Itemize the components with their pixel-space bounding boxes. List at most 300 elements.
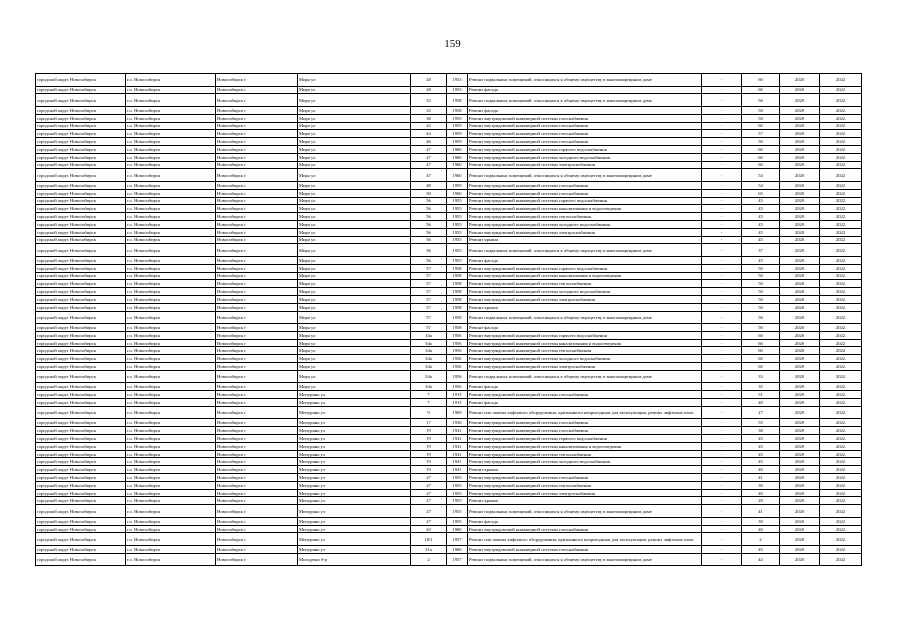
work-type-cell: Ремонт подвальных помещений, относящихся к общему имуществу в многоквартирном доме [468,244,702,257]
start-year-cell: 2020 [780,517,820,525]
street-cell: Мичурина ул [298,391,411,399]
settlement-cell: Новосибирск г [216,370,298,383]
work-type-cell: Ремонт крыши [468,303,702,311]
city-cell: г.о. Новосибирск [126,205,216,213]
district-cell: городской округ Новосибирск [36,264,126,272]
start-year-cell: 2020 [780,458,820,466]
dash-cell: - [702,74,742,87]
house-number-cell: 9 [411,406,447,419]
start-year-cell: 2020 [780,347,820,355]
end-year-cell: 2022 [820,205,862,213]
build-year-cell: 1956 [447,347,468,355]
district-cell: городской округ Новосибирск [36,331,126,339]
cost-cell: 60 [742,122,780,130]
build-year-cell: 1960 [447,546,468,554]
work-type-cell: Ремонт внутридомовой инженерной системы газоснабжения [468,189,702,197]
district-cell: городской округ Новосибирск [36,280,126,288]
cost-cell: 50 [742,280,780,288]
work-type-cell: Ремонт фасада [468,86,702,94]
settlement-cell: Новосибирск г [216,74,298,87]
start-year-cell: 2020 [780,169,820,182]
street-cell: Мира ул [298,145,411,153]
house-number-cell: 34а [411,331,447,339]
house-number-cell: 27 [411,474,447,482]
start-year-cell: 2020 [780,324,820,332]
start-year-cell: 2020 [780,272,820,280]
table-row [36,497,862,505]
dash-cell: - [702,489,742,497]
house-number-cell: 34а [411,355,447,363]
end-year-cell: 2022 [820,145,862,153]
district-cell: городской округ Новосибирск [36,481,126,489]
dash-cell: - [702,553,742,566]
district-cell: городской округ Новосибирск [36,525,126,533]
house-number-cell: 47 [411,169,447,182]
dash-cell: - [702,114,742,122]
dash-cell: - [702,427,742,435]
dash-cell: - [702,280,742,288]
city-cell: г.о. Новосибирск [126,466,216,474]
work-type-cell: Ремонт внутридомовой инженерной системы газоснабжения [468,138,702,146]
cost-cell: 60 [742,363,780,371]
build-year-cell: 1960 [447,189,468,197]
dash-cell: - [702,94,742,107]
cost-cell: 50 [742,106,780,114]
district-cell: городской округ Новосибирск [36,450,126,458]
settlement-cell: Новосибирск г [216,435,298,443]
district-cell: городской округ Новосибирск [36,370,126,383]
district-cell: городской округ Новосибирск [36,161,126,169]
start-year-cell: 2020 [780,236,820,244]
work-type-cell: Ремонт внутридомовой инженерной системы канализования и водоотведения [468,205,702,213]
district-cell: городской округ Новосибирск [36,391,126,399]
street-cell: Мичурина ул [298,458,411,466]
build-year-cell: 1941 [447,450,468,458]
cost-cell: 45 [742,228,780,236]
work-type-cell: Ремонт внутридомовой инженерной системы газоснабжения [468,525,702,533]
settlement-cell: Новосибирск г [216,130,298,138]
house-number-cell: 18/1 [411,533,447,546]
start-year-cell: 2020 [780,442,820,450]
end-year-cell: 2022 [820,406,862,419]
street-cell: Мира ул [298,324,411,332]
cost-cell: 45 [742,220,780,228]
street-cell: Мичурина ул [298,489,411,497]
street-cell: Мира ул [298,264,411,272]
start-year-cell: 2020 [780,288,820,296]
city-cell: г.о. Новосибирск [126,138,216,146]
work-type-cell: Ремонт внутридомовой инженерной системы горячего водоснабжения [468,197,702,205]
table-row [36,272,862,280]
house-number-cell: 42 [411,122,447,130]
work-type-cell: Ремонт внутридомовой инженерной системы горячего водоснабжения [468,145,702,153]
build-year-cell: 1958 [447,303,468,311]
page-number: 159 [444,38,461,50]
street-cell: Мира ул [298,86,411,94]
settlement-cell: Новосибирск г [216,466,298,474]
table-row [36,197,862,205]
start-year-cell: 2020 [780,427,820,435]
work-type-cell: Ремонт внутридомовой инженерной системы газоснабжения [468,181,702,189]
settlement-cell: Новосибирск г [216,324,298,332]
build-year-cell: 1941 [447,435,468,443]
cost-cell: 40 [742,525,780,533]
district-cell: городской округ Новосибирск [36,244,126,257]
start-year-cell: 2020 [780,130,820,138]
dash-cell: - [702,324,742,332]
end-year-cell: 2022 [820,280,862,288]
district-cell: городской округ Новосибирск [36,497,126,505]
house-number-cell: 28 [411,74,447,87]
house-number-cell: 19 [411,450,447,458]
table-row [36,220,862,228]
street-cell: Мира ул [298,303,411,311]
work-type-cell: Ремонт подвальных помещений, относящихся к общему имуществу в многоквартирном доме [468,311,702,324]
district-cell: городской округ Новосибирск [36,130,126,138]
build-year-cell: 1959 [447,130,468,138]
cost-cell: 50 [742,295,780,303]
build-year-cell: 1941 [447,427,468,435]
house-number-cell: 21а [411,546,447,554]
city-cell: г.о. Новосибирск [126,427,216,435]
district-cell: городской округ Новосибирск [36,419,126,427]
street-cell: Мира ул [298,339,411,347]
city-cell: г.о. Новосибирск [126,213,216,221]
dash-cell: - [702,145,742,153]
city-cell: г.о. Новосибирск [126,339,216,347]
city-cell: г.о. Новосибирск [126,94,216,107]
cost-cell: 50 [742,264,780,272]
settlement-cell: Новосибирск г [216,295,298,303]
dash-cell: - [702,181,742,189]
district-cell: городской округ Новосибирск [36,106,126,114]
end-year-cell: 2022 [820,546,862,554]
work-type-cell: Ремонт внутридомовой инженерной системы электроснабжения [468,489,702,497]
city-cell: г.о. Новосибирск [126,391,216,399]
city-cell: г.о. Новосибирск [126,228,216,236]
table-row [36,213,862,221]
city-cell: г.о. Новосибирск [126,86,216,94]
settlement-cell: Новосибирск г [216,228,298,236]
dash-cell: - [702,497,742,505]
settlement-cell: Новосибирск г [216,303,298,311]
house-number-cell: 33 [411,94,447,107]
street-cell: Мичурина ул [298,419,411,427]
start-year-cell: 2020 [780,256,820,264]
district-cell: городской округ Новосибирск [36,383,126,391]
dash-cell: - [702,533,742,546]
work-type-cell: Ремонт фасада [468,324,702,332]
house-number-cell: 57 [411,288,447,296]
table-row [36,138,862,146]
cost-cell: 45 [742,236,780,244]
city-cell: г.о. Новосибирск [126,517,216,525]
start-year-cell: 2020 [780,370,820,383]
house-number-cell: 17 [411,419,447,427]
dash-cell: - [702,138,742,146]
start-year-cell: 2020 [780,145,820,153]
street-cell: Мира ул [298,228,411,236]
district-cell: городской округ Новосибирск [36,311,126,324]
cost-cell: 35 [742,383,780,391]
start-year-cell: 2020 [780,244,820,257]
dash-cell: - [702,264,742,272]
city-cell: г.о. Новосибирск [126,363,216,371]
settlement-cell: Новосибирск г [216,236,298,244]
end-year-cell: 2022 [820,114,862,122]
build-year-cell: 1958 [447,324,468,332]
city-cell: г.о. Новосибирск [126,169,216,182]
house-number-cell: 28 [411,86,447,94]
table-row [36,466,862,474]
table-row [36,256,862,264]
start-year-cell: 2020 [780,181,820,189]
house-number-cell: 27 [411,517,447,525]
dash-cell: - [702,435,742,443]
work-type-cell: Ремонт внутридомовой инженерной системы электроснабжения [468,363,702,371]
work-type-cell: Ремонт внутридомовой инженерной системы газоснабжения [468,546,702,554]
dash-cell: - [702,406,742,419]
city-cell: г.о. Новосибирск [126,450,216,458]
dash-cell: - [702,244,742,257]
house-number-cell: 34а [411,370,447,383]
work-type-cell: Ремонт крыши [468,497,702,505]
dash-cell: - [702,303,742,311]
table-row [36,355,862,363]
district-cell: городской округ Новосибирск [36,546,126,554]
settlement-cell: Новосибирск г [216,220,298,228]
table-row [36,122,862,130]
end-year-cell: 2022 [820,153,862,161]
street-cell: Мира ул [298,236,411,244]
district-cell: городской округ Новосибирск [36,466,126,474]
settlement-cell: Новосибирск г [216,419,298,427]
house-number-cell: 7 [411,391,447,399]
start-year-cell: 2020 [780,264,820,272]
district-cell: городской округ Новосибирск [36,399,126,407]
dash-cell: - [702,339,742,347]
table-row [36,406,862,419]
house-number-cell: 19 [411,458,447,466]
cost-cell: 56 [742,311,780,324]
settlement-cell: Новосибирск г [216,280,298,288]
build-year-cell: 1955 [447,228,468,236]
dash-cell: - [702,505,742,518]
end-year-cell: 2022 [820,256,862,264]
start-year-cell: 2020 [780,94,820,107]
table-row [36,161,862,169]
build-year-cell: 1915 [447,399,468,407]
start-year-cell: 2020 [780,86,820,94]
cost-cell: 45 [742,442,780,450]
city-cell: г.о. Новосибирск [126,236,216,244]
end-year-cell: 2022 [820,236,862,244]
city-cell: г.о. Новосибирск [126,370,216,383]
dash-cell: - [702,391,742,399]
house-number-cell: 33 [411,106,447,114]
table-row [36,130,862,138]
build-year-cell: 1959 [447,138,468,146]
table-row [36,94,862,107]
street-cell: Мичурина ул [298,399,411,407]
end-year-cell: 2022 [820,130,862,138]
start-year-cell: 2020 [780,497,820,505]
house-number-cell: 44 [411,130,447,138]
settlement-cell: Новосибирск г [216,363,298,371]
house-number-cell: 34а [411,339,447,347]
build-year-cell: 1936 [447,419,468,427]
end-year-cell: 2022 [820,74,862,87]
street-cell: Мира ул [298,295,411,303]
house-number-cell: 47 [411,145,447,153]
work-type-cell: Ремонт фасада [468,106,702,114]
build-year-cell: 1955 [447,505,468,518]
street-cell: Мичурина ул [298,427,411,435]
end-year-cell: 2022 [820,517,862,525]
settlement-cell: Новосибирск г [216,553,298,566]
cost-cell: 37 [742,244,780,257]
work-type-cell: Ремонт внутридомовой инженерной системы горячего водоснабжения [468,331,702,339]
house-number-cell: 48 [411,181,447,189]
cost-cell: 60 [742,347,780,355]
work-type-cell: Ремонт внутридомовой инженерной системы газоснабжения [468,114,702,122]
work-type-cell: Ремонт внутридомовой инженерной системы газоснабжения [468,427,702,435]
start-year-cell: 2020 [780,74,820,87]
house-number-cell: 43 [411,525,447,533]
end-year-cell: 2022 [820,197,862,205]
district-cell: городской округ Новосибирск [36,220,126,228]
start-year-cell: 2020 [780,311,820,324]
dash-cell: - [702,295,742,303]
build-year-cell: 1915 [447,391,468,399]
settlement-cell: Новосибирск г [216,244,298,257]
house-number-cell: 57 [411,295,447,303]
dash-cell: - [702,169,742,182]
work-type-cell: Ремонт подвальных помещений, относящихся к общему имуществу в многоквартирном доме [468,553,702,566]
settlement-cell: Новосибирск г [216,481,298,489]
settlement-cell: Новосибирск г [216,383,298,391]
street-cell: Мира ул [298,138,411,146]
table-row [36,106,862,114]
end-year-cell: 2022 [820,427,862,435]
table-row [36,295,862,303]
cost-cell: 54 [742,181,780,189]
street-cell: Мира ул [298,122,411,130]
table-row [36,74,862,87]
cost-cell: 60 [742,339,780,347]
work-type-cell: Ремонт внутридомовой инженерной системы канализования и водоотведения [468,272,702,280]
house-number-cell: 27 [411,497,447,505]
house-number-cell: 50 [411,189,447,197]
cost-cell: 51 [742,391,780,399]
street-cell: Мичурина ул [298,525,411,533]
cost-cell: 45 [742,435,780,443]
start-year-cell: 2020 [780,213,820,221]
work-type-cell: Ремонт фасада [468,383,702,391]
settlement-cell: Новосибирск г [216,406,298,419]
work-type-cell: Ремонт фасада [468,399,702,407]
work-type-cell: Ремонт внутридомовой инженерной системы холодного водоснабжения [468,153,702,161]
table-row [36,553,862,566]
table-row [36,517,862,525]
district-cell: городской округ Новосибирск [36,427,126,435]
end-year-cell: 2022 [820,450,862,458]
table-row [36,331,862,339]
end-year-cell: 2022 [820,474,862,482]
end-year-cell: 2022 [820,419,862,427]
district-cell: городской округ Новосибирск [36,153,126,161]
build-year-cell: 1958 [447,106,468,114]
build-year-cell: 1958 [447,280,468,288]
dash-cell: - [702,525,742,533]
end-year-cell: 2022 [820,370,862,383]
district-cell: городской округ Новосибирск [36,256,126,264]
table-row [36,391,862,399]
build-year-cell: 1956 [447,383,468,391]
district-cell: городской округ Новосибирск [36,406,126,419]
table-row [36,205,862,213]
city-cell: г.о. Новосибирск [126,533,216,546]
settlement-cell: Новосибирск г [216,458,298,466]
settlement-cell: Новосибирск г [216,205,298,213]
start-year-cell: 2020 [780,205,820,213]
dash-cell: - [702,205,742,213]
start-year-cell: 2020 [780,481,820,489]
street-cell: Мичурина ул [298,533,411,546]
end-year-cell: 2022 [820,363,862,371]
build-year-cell: 1953 [447,74,468,87]
city-cell: г.о. Новосибирск [126,220,216,228]
end-year-cell: 2022 [820,525,862,533]
table-row [36,399,862,407]
street-cell: Мира ул [298,280,411,288]
end-year-cell: 2022 [820,169,862,182]
start-year-cell: 2020 [780,363,820,371]
house-number-cell: 19 [411,435,447,443]
cost-cell: 54 [742,169,780,182]
street-cell: Мира ул [298,355,411,363]
district-cell: городской округ Новосибирск [36,533,126,546]
city-cell: г.о. Новосибирск [126,435,216,443]
cost-cell: 60 [742,74,780,87]
settlement-cell: Новосибирск г [216,114,298,122]
cost-cell: 60 [742,331,780,339]
work-type-cell: Ремонт подвальных помещений, относящихся к общему имуществу в многоквартирном доме [468,94,702,107]
city-cell: г.о. Новосибирск [126,406,216,419]
street-cell: Мира ул [298,161,411,169]
settlement-cell: Новосибирск г [216,331,298,339]
table-row [36,383,862,391]
build-year-cell: 1956 [447,331,468,339]
house-number-cell: 7 [411,399,447,407]
district-cell: городской округ Новосибирск [36,489,126,497]
district-cell: городской округ Новосибирск [36,363,126,371]
end-year-cell: 2022 [820,339,862,347]
work-type-cell: Ремонт внутридомовой инженерной системы газоснабжения [468,474,702,482]
city-cell: г.о. Новосибирск [126,355,216,363]
table-row [36,450,862,458]
start-year-cell: 2020 [780,489,820,497]
build-year-cell: 1955 [447,256,468,264]
work-type-cell: Ремонт крыши [468,236,702,244]
dash-cell: - [702,311,742,324]
start-year-cell: 2020 [780,355,820,363]
district-cell: городской округ Новосибирск [36,339,126,347]
street-cell: Мира ул [298,383,411,391]
city-cell: г.о. Новосибирск [126,74,216,87]
work-type-cell: Ремонт внутридомовой инженерной системы газоснабжения [468,130,702,138]
settlement-cell: Новосибирск г [216,145,298,153]
